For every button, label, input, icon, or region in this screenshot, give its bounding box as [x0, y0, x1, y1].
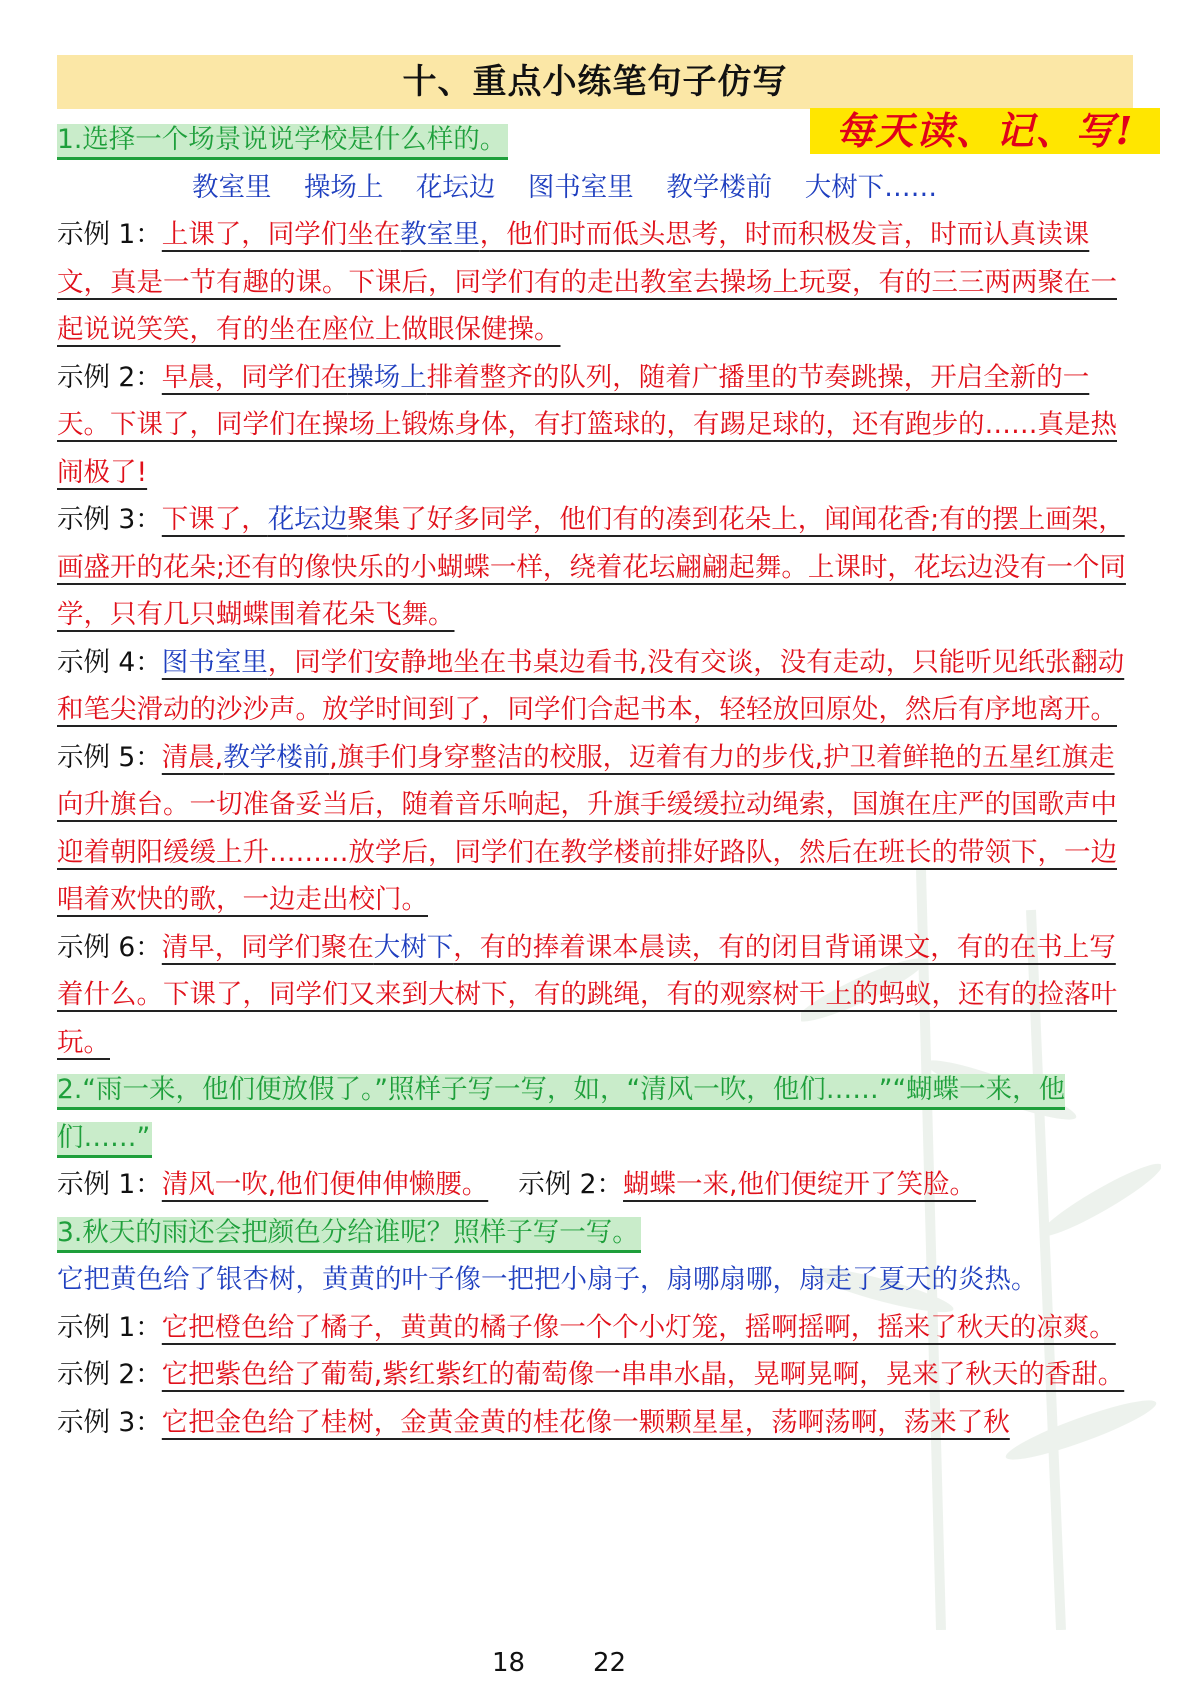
example-label: 示例 3： [57, 504, 162, 535]
page-title: 十、重点小练笔句子仿写 [57, 55, 1133, 109]
example-text: 清风一吹,他们便伸伸懒腰。 [161, 1169, 489, 1200]
example-text-post: ，同学们安静地坐在书桌边看书,没有交谈，没有走动，只能听见纸张翻动和笔尖滑动的沙沙声。放学时间到了，同学们合起书本，轻轻放回原处，然后有序地离开。 [57, 646, 1125, 725]
example-text-post: ，有的捧着课本晨读，有的闭目背诵课文，有的在书上写着什么。下课了，同学们又来到大树下，有的跳绳，有的观察树干上的蚂蚁，还有的捡落叶玩。 [57, 931, 1117, 1058]
q3-example-1 [57, 1304, 1137, 1352]
example-text-post: 排着整齐的队列，随着广播里的节奏跳操，开启全新的一天。下课了，同学们在操场上锻炼身体，有打篮球的，有踢足球的，还有跑步的……真是热闹极了! [57, 361, 1117, 488]
example-label: 示例 2： [57, 1359, 162, 1390]
page-number-right: 22 [593, 1648, 627, 1678]
question-1 [57, 116, 1137, 164]
question-3-text: 3.秋天的雨还会把颜色分给谁呢？照样子写一写。 [57, 1217, 641, 1253]
example-label: 示例 3： [57, 1406, 162, 1438]
scene-option: 大树下…… [804, 171, 938, 203]
q1-example-1 [57, 211, 1137, 354]
example-text: 它把紫色给了葡萄,紫红紫红的葡萄像一串串水晶，晃啊晃啊，晃来了秋天的香甜。 [161, 1359, 1125, 1390]
example-text-pre: 清早，同学们聚在 [161, 931, 374, 963]
example-highlight: 教学楼前 [223, 741, 330, 773]
example-text [57, 504, 1126, 630]
example-label: 示例 1： [57, 219, 162, 250]
q1-example-4 [57, 639, 1137, 734]
example-label: 示例 2： [57, 361, 162, 393]
example-text-pre: 清晨, [161, 741, 224, 773]
question-3 [57, 1209, 1137, 1257]
example-label: 示例 2： [518, 1169, 624, 1200]
scene-options [57, 164, 1137, 212]
example-text-post: 聚集了好多同学，他们有的凑到花朵上，闻闻花香;有的摆上画架，画盛开的花朵;还有的像快乐的小蝴蝶一样，绕着花坛翩翩起舞。上课时，花坛边没有一个同学，只有几只蝴蝶围着花朵飞舞。 [57, 504, 1126, 630]
example-text [57, 647, 1124, 726]
exercise-content [57, 116, 1137, 1446]
q1-example-5 [57, 734, 1137, 924]
scene-option: 教学楼前 [666, 171, 773, 203]
q3-example-3 [57, 1399, 1137, 1447]
motto-stamp: 每天读、记、写! [810, 108, 1160, 154]
scene-option: 教室里 [192, 171, 272, 203]
question-2-text: 2.“雨一来，他们便放假了。”照样子写一写，如，“清风一吹，他们……”“蝴蝶一来，他们……” [57, 1074, 1065, 1158]
scene-option: 操场上 [303, 171, 384, 203]
example-highlight: 教室里 [400, 219, 480, 250]
question-2 [57, 1066, 1137, 1161]
example-text: 蝴蝶一来,他们便绽开了笑脸。 [623, 1169, 976, 1200]
q1-example-2 [57, 354, 1137, 497]
example-highlight: 操场上 [347, 361, 427, 393]
example-text-pre: 下课了， [161, 504, 268, 535]
example-label: 示例 1： [57, 1311, 162, 1343]
example-label: 示例 4： [57, 646, 162, 678]
example-text-pre: 早晨，同学们在 [161, 361, 348, 393]
example-text [57, 362, 1117, 488]
example-text [57, 742, 1117, 916]
example-highlight: 大树下 [373, 931, 454, 963]
scene-option: 图书室里 [527, 171, 634, 203]
example-text [57, 932, 1117, 1058]
example-highlight: 花坛边 [267, 504, 348, 535]
example-text [57, 219, 1117, 345]
q1-example-3 [57, 496, 1137, 639]
example-label: 示例 6： [57, 931, 162, 963]
example-text: 它把橙色给了橘子，黄黄的橘子像一个个小灯笼，摇啊摇啊，摇来了秋天的凉爽。 [161, 1311, 1116, 1343]
q1-example-6 [57, 924, 1137, 1067]
example-text-post: ,旗手们身穿整洁的校服，迈着有力的步伐,护卫着鲜艳的五星红旗走向升旗台。一切准备妥当后，随着音乐响起，升旗手缓缓拉动绳索，国旗在庄严的国歌声中迎着朝阳缓缓上升………放学后，同学们在教学楼前排好路队，然后在班长的带领下，一边唱着欢快的歌，一边走出校门。 [57, 741, 1117, 915]
question-1-text: 1.选择一个场景说说学校是什么样的。 [57, 124, 508, 160]
page-number-left: 18 [492, 1648, 526, 1678]
q2-examples [57, 1161, 1137, 1209]
example-highlight: 图书室里 [161, 646, 268, 678]
example-text-post: ，他们时而低头思考，时而积极发言，时而认真读课文，真是一节有趣的课。下课后，同学们有的走出教室去操场上玩耍，有的三三两两聚在一起说说笑笑，有的坐在座位上做眼保健操。 [57, 219, 1117, 345]
example-label: 示例 5： [57, 741, 162, 773]
example-label: 示例 1： [57, 1169, 162, 1200]
example-text: 它把金色给了桂树，金黄金黄的桂花像一颗颗星星，荡啊荡啊，荡来了秋 [161, 1406, 1010, 1438]
example-text-pre: 上课了，同学们坐在 [161, 219, 401, 250]
scene-option: 花坛边 [415, 171, 496, 203]
q3-example-2 [57, 1351, 1137, 1399]
q3-model-sentence: 它把黄色给了银杏树，黄黄的叶子像一把把小扇子，扇哪扇哪，扇走了夏天的炎热。 [57, 1264, 1038, 1295]
